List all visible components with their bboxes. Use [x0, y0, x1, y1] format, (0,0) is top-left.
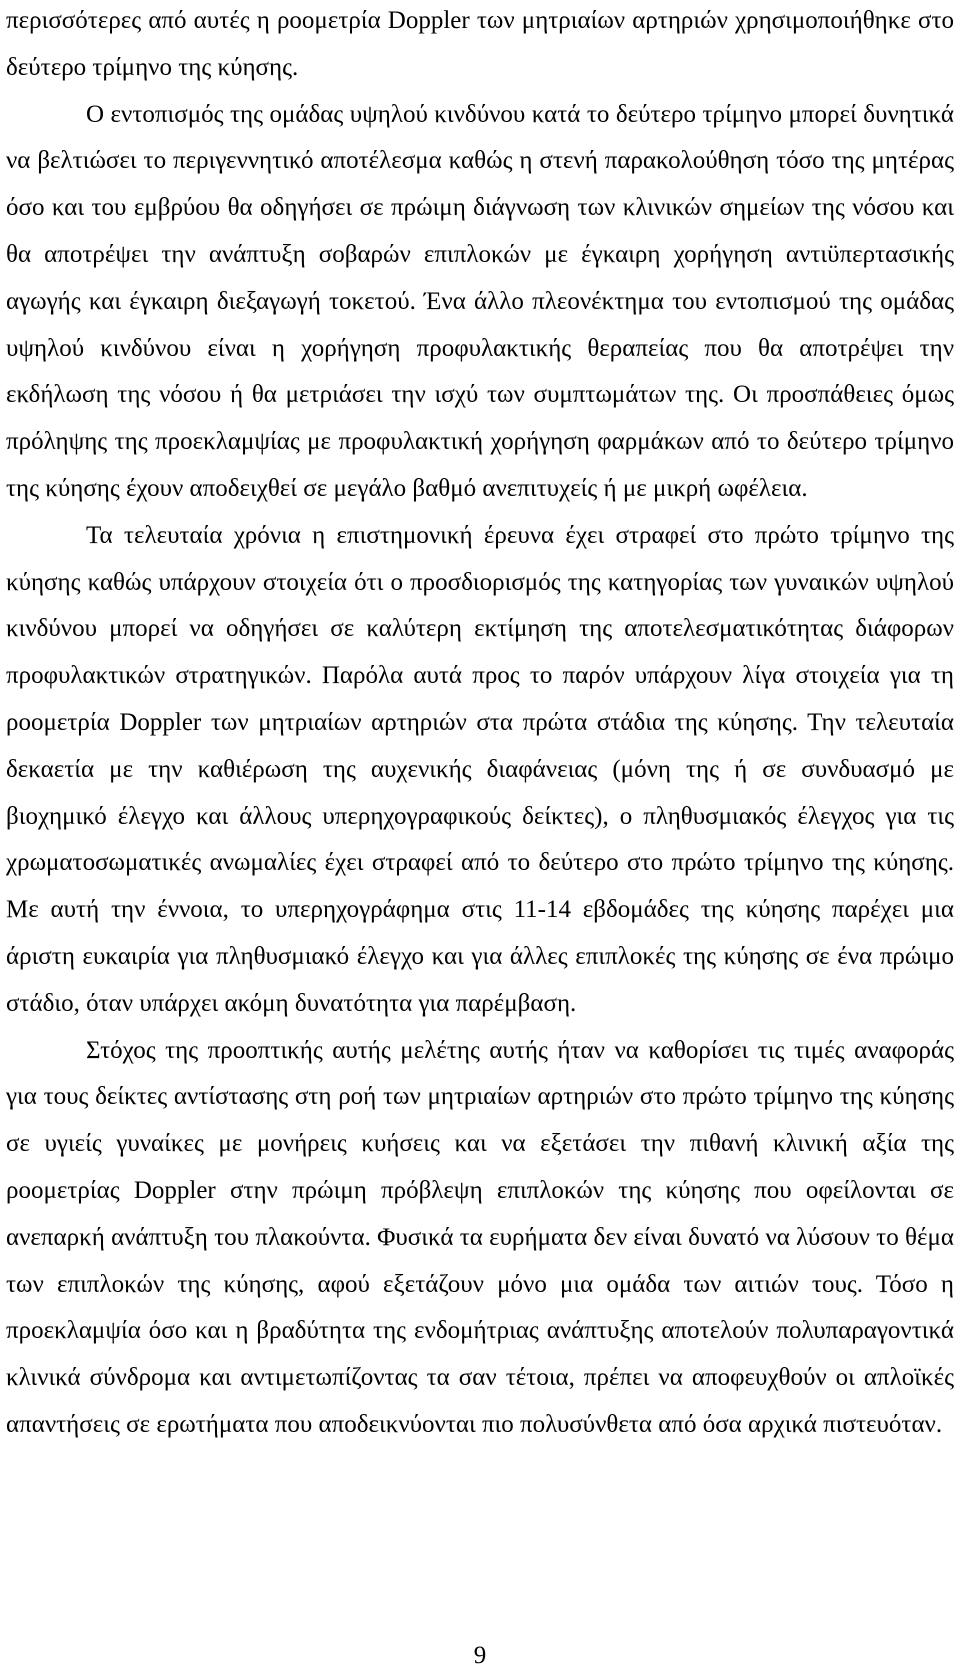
paragraph-2: Ο εντοπισμός της ομάδας υψηλού κινδύνου κατά το δεύτερο τρίμηνο μπορεί δυνητικά να βελτιώσει το περιγεννητικό αποτέλεσμα καθώς η στενή παρακολούθηση τόσο της μητέρας όσο και του εμβρύου θα οδηγήσει σε πρώιμη διάγνωση των κλινικών σημείων της νόσου και θα αποτρέψει την ανάπτυξη σοβαρών επιπλοκών με έγκαιρη χορήγηση αντιϋπερτασικής αγωγής και έγκαιρη διεξαγωγή τοκετού. Ένα άλλο πλεονέκτημα του εντοπισμού της ομάδας υψηλού κινδύνου είναι η χορήγηση προφυλακτικής θεραπείας που θα αποτρέψει την εκδήλωση της νόσου ή θα μετριάσει την ισχύ των συμπτωμάτων της. Οι προσπάθειες όμως πρόληψης της προεκλαμψίας με προφυλακτική χορήγηση φαρμάκων από το δεύτερο τρίμηνο της κύησης έχουν αποδειχθεί σε μεγάλο βαθμό ανεπιτυχείς ή με μικρή ωφέλεια. [6, 100, 954, 502]
paragraph-4: Στόχος της προοπτικής αυτής μελέτης αυτής ήταν να καθορίσει τις τιμές αναφοράς για τους δείκτες αντίστασης στη ροή των μητριαίων αρτηριών στο πρώτο τρίμηνο της κύησης σε υγιείς γυναίκες με μονήρεις κυήσεις και να εξετάσει την πιθανή κλινική αξία της ροομετρίας Doppler στην πρώιμη πρόβλεψη επιπλοκών της κύησης που οφείλονται σε ανεπαρκή ανάπτυξη του πλακούντα. Φυσικά τα ευρήματα δεν είναι δυνατό να λύσουν το θέμα των επιπλοκών της κύησης, αφού εξετάζουν μόνο μια ομάδα των αιτιών τους. Τόσο η προεκλαμψία όσο και η βραδύτητα της ενδομήτριας ανάπτυξης αποτελούν πολυπαραγοντικά κλινικά σύνδρομα και αντιμετωπίζοντας τα σαν τέτοια, πρέπει να αποφευχθούν οι απλοϊκές απαντήσεις σε ερωτήματα που αποδεικνύονται πιο πολυσύνθετα από όσα αρχικά πιστευόταν. [6, 1036, 954, 1438]
page-number: 9 [473, 1642, 487, 1669]
paragraph-1: περισσότερες από αυτές η ροομετρία Doppler των μητριαίων αρτηριών χρησιμοποιήθηκε στο δεύτερο τρίμηνο της κύησης. [6, 7, 954, 81]
body-text [6, 0, 954, 1449]
paragraph-3: Τα τελευταία χρόνια η επιστημονική έρευνα έχει στραφεί στο πρώτο τρίμηνο της κύησης καθώς υπάρχουν στοιχεία ότι ο προσδιορισμός της κατηγορίας των γυναικών υψηλού κινδύνου μπορεί να οδηγήσει σε καλύτερη εκτίμηση της αποτελεσματικότητας διάφορων προφυλακτικών στρατηγικών. Παρόλα αυτά προς το παρόν υπάρχουν λίγα στοιχεία για τη ροομετρία Doppler των μητριαίων αρτηριών στα πρώτα στάδια της κύησης. Την τελευταία δεκαετία με την καθιέρωση της αυχενικής διαφάνειας (μόνη της ή σε συνδυασμό με βιοχημικό έλεγχο και άλλους υπερηχογραφικούς δείκτες), ο πληθυσμιακός έλεγχος για τις χρωματοσωματικές ανωμαλίες έχει στραφεί από το δεύτερο στο πρώτο τρίμηνο της κύησης. Με αυτή την έννοια, το υπερηχογράφημα στις 11-14 εβδομάδες της κύησης παρέχει μια άριστη ευκαιρία για πληθυσμιακό έλεγχο και για άλλες επιπλοκές της κύησης σε ένα πρώιμο στάδιο, όταν υπάρχει ακόμη δυνατότητα για παρέμβαση. [6, 521, 954, 1017]
